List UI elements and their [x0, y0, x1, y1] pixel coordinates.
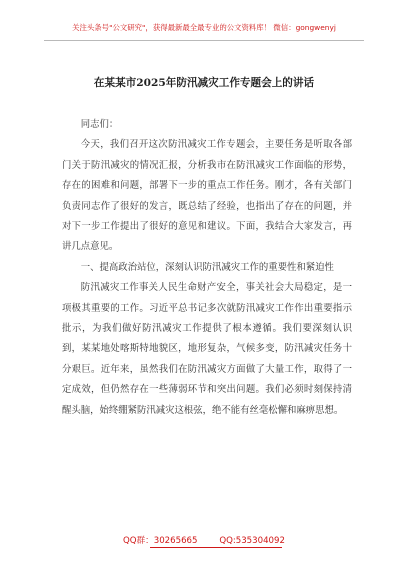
footer-contact-text: QQ群：30265665 QQ:535304092: [123, 536, 285, 546]
document-title: 在某某市2025年防汛减灾工作专题会上的讲话: [93, 77, 315, 89]
paragraph-section-1: 防汛减灾工作事关人民生命财产安全，事关社会大局稳定，是一项极其重要的工作。习近平总书记多次就防汛减灾工作作出重要指示批示，为我们做好防汛减灾工作提供了根本遵循。我们要深刻认识到，某某地处喀斯特地貌区，地形复杂，气候多变，防汛减灾任务十分艰巨。近年来，虽然我们在防汛减灾方面做了大量工作，取得了一定成效，但仍然存在一些薄弱环节和突出问题。我们必须时刻保持清醒头脑，始终绷紧防汛减灾这根弦，绝不能有丝毫松懈和麻痹思想。: [62, 282, 352, 416]
document-body: [62, 115, 352, 421]
header-promo-text: 关注头条号"公文研究"，获得最新最全最专业的公文资料库！ 微信：gongwenyj: [72, 23, 336, 32]
section-heading-1: 一、提高政治站位，深刻认识防汛减灾工作的重要性和紧迫性: [80, 261, 334, 273]
paragraph-intro: 今天，我们召开这次防汛减灾工作专题会，主要任务是听取各部门关于防汛减灾的情况汇报，分析我市在防汛减灾工作面临的形势，存在的困难和问题，部署下一步的重点工作任务。刚才，各有关部门负责同志作了很好的发言，既总结了经验，也指出了存在的问题，并对下一步工作提出了很好的意见和建议。下面，我结合大家发言，再讲几点意见。: [62, 139, 352, 253]
salutation: 同志们：: [80, 119, 119, 130]
footer-underline: [150, 547, 282, 548]
header-divider: [44, 40, 364, 41]
